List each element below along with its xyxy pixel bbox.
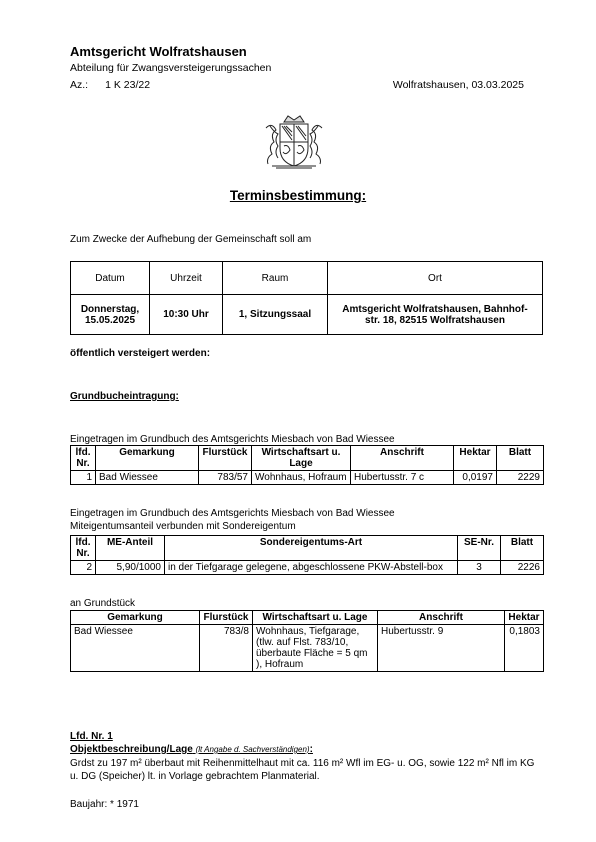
t2-header-sondereigentum: Sondereigentums-Art [165,536,458,561]
t2-blatt: 2226 [501,561,544,575]
t2-header-blatt: Blatt [501,536,544,561]
termin-uhrzeit: 10:30 Uhr [150,295,223,335]
baujahr: Baujahr: * 1971 [70,799,139,810]
ort-line-2: str. 18, 82515 Wolfratshausen [365,314,505,326]
grundbuch-table-1 [70,445,544,485]
t1-flurstueck: 783/57 [199,471,252,485]
t1-blatt: 2229 [497,471,544,485]
t3-anschrift: Hubertusstr. 9 [378,625,505,672]
t3-hektar: 0,1803 [505,625,544,672]
t1-gemarkung: Bad Wiessee [96,471,199,485]
table2-caption-2: Miteigentumsanteil verbunden mit Sondereigentum [70,521,296,532]
table-row [71,471,544,485]
bavarian-coat-of-arms-icon [262,112,326,170]
t1-wirtschaftsart: Wohnhaus, Hofraum [252,471,351,485]
grundstueck-table [70,610,544,672]
t3-header-flurstueck: Flurstück [200,611,253,625]
table-row [71,561,544,575]
datum-date: 15.05.2025 [84,314,136,326]
t3-flurstueck: 783/8 [200,625,253,672]
header-datum: Datum [71,262,150,295]
an-grundstueck-label: an Grundstück [70,598,136,609]
header-raum: Raum [223,262,328,295]
header-ort: Ort [328,262,543,295]
grundbuch-table-2 [70,535,544,575]
termin-raum: 1, Sitzungssaal [223,295,328,335]
objekt-heading [70,744,313,755]
t3-header-anschrift: Anschrift [378,611,505,625]
t1-anschrift: Hubertusstr. 7 c [351,471,454,485]
termin-ort [328,295,543,335]
ort-line-1: Amtsgericht Wolfratshausen, Bahnhof- [342,303,528,315]
table-row [71,625,544,672]
court-name: Amtsgericht Wolfratshausen [70,44,247,59]
place-date: Wolfratshausen, 03.03.2025 [392,79,524,91]
t1-header-blatt: Blatt [497,446,544,471]
objekt-description: Grdst zu 197 m² überbaut mit Reihenmittelhaut mit ca. 116 m² Wfl im EG- u. OG, sowie 122 m² Nfl im KG u. DG (Speicher) lt. in Vorlage gebrachtem Planmaterial. [70,758,535,782]
lfd-nr-heading: Lfd. Nr. 1 [70,731,113,742]
t2-header-me-anteil: ME-Anteil [96,536,165,561]
t3-header-wirtschaftsart: Wirtschaftsart u. Lage [253,611,378,625]
t1-lfd: 1 [71,471,96,485]
table1-caption: Eingetragen im Grundbuch des Amtsgerichts Miesbach von Bad Wiessee [70,434,395,445]
t1-header-hektar: Hektar [454,446,497,471]
table2-caption-1: Eingetragen im Grundbuch des Amtsgerichts Miesbach von Bad Wiessee [70,508,395,519]
objekt-heading-text: Objektbeschreibung/Lage [70,744,193,755]
intro-text: Zum Zwecke der Aufhebung der Gemeinschaft soll am [70,234,312,245]
datum-weekday: Donnerstag, [80,303,140,315]
termin-datum [71,295,150,335]
t2-lfd: 2 [71,561,96,575]
t3-header-hektar: Hektar [505,611,544,625]
t1-header-flurstueck: Flurstück [199,446,252,471]
grundbuch-heading: Grundbucheintragung: [70,391,179,402]
t1-header-anschrift: Anschrift [351,446,454,471]
termin-table [70,261,543,335]
page-title: Terminsbestimmung: [229,188,367,203]
t2-header-se-nr: SE-Nr. [458,536,501,561]
t2-header-lfd: lfd. Nr. [71,536,96,561]
t2-sondereigentum: in der Tiefgarage gelegene, abgeschlossene PKW-Abstell-box [165,561,458,575]
az-label: Az.: [70,79,89,91]
t1-header-gemarkung: Gemarkung [96,446,199,471]
t3-header-gemarkung: Gemarkung [71,611,200,625]
t1-header-wirtschaftsart: Wirtschaftsart u. Lage [252,446,351,471]
header-uhrzeit: Uhrzeit [150,262,223,295]
case-number [70,79,150,91]
t2-se-nr: 3 [458,561,501,575]
t3-gemarkung: Bad Wiessee [71,625,200,672]
t3-wirtschaftsart: Wohnhaus, Tiefgarage, (tlw. auf Flst. 783/10, überbaute Fläche = 5 qm ), Hofraum [253,625,378,672]
t1-header-lfd: lfd. Nr. [71,446,96,471]
t2-me-anteil: 5,90/1000 [96,561,165,575]
objekt-colon: : [309,744,313,755]
department: Abteilung für Zwangsversteigerungssachen [70,62,272,74]
az-number: 1 K 23/22 [105,79,151,91]
t1-hektar: 0,0197 [454,471,497,485]
versteigert-text: öffentlich versteigert werden: [70,348,211,359]
objekt-note: (lt Angabe d. Sachverständigen) [195,745,310,754]
